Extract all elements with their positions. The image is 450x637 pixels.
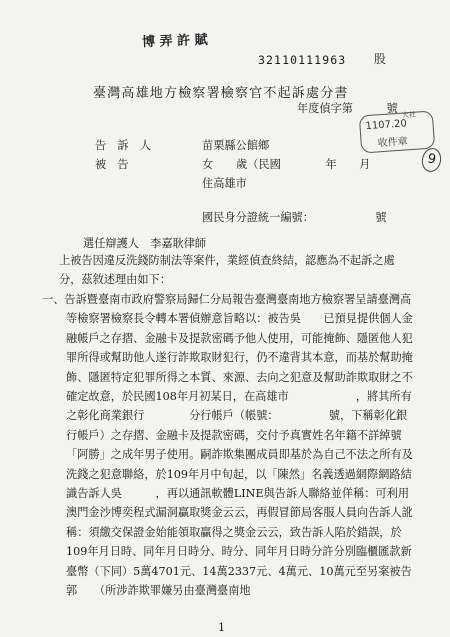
office-title: 臺灣高雄地方檢察署檢察官不起訴處分書 <box>93 86 349 101</box>
intro-paragraph: 上被告因違反洗錢防制法等案件，業經偵查終結，認應為不起訴之處分，茲敘述理由如下： <box>59 254 395 287</box>
complainant-value: 苗栗縣公館鄉 <box>202 139 270 152</box>
id-number-line: 國民身分證統一編號： 號 <box>202 211 387 224</box>
defendant-address: 住高雄市 <box>202 177 247 190</box>
handwritten-note: 博 弄 許 賦 <box>141 32 208 51</box>
page-number: 1 <box>218 621 226 634</box>
defendant-label: 被 告 <box>95 158 129 171</box>
case-number: 年度偵字第 號 <box>297 102 398 115</box>
stamp-date: 1107.20 <box>365 118 408 133</box>
circled-number: 9 <box>420 146 444 173</box>
serial-suffix: 股 <box>374 52 387 66</box>
defendant-gender: 女 <box>202 158 214 171</box>
defendant-birth: 歲（民國 年 月 <box>236 158 371 171</box>
point-one-paragraph: 一、告訴暨臺南市政府警察局歸仁分局報告臺灣臺南地方檢察署呈請臺灣高等檢察署檢察長令轉本署偵辦意旨略以：被告吳 已預見提供個人金融帳戶之存摺、金融卡及提款密碼予他人使用，可能掩飾、隱匿他人犯罪所得或幫助他人遂行詐欺取財犯行，仍不違背其本意，而基於幫助掩飾、隱匿特定犯罪所得之本質、來源、去向之犯意及幫助詐欺取財之不確定故意，於民國108年月初某日，在高雄市 ，將其所有之彰化商業銀行 分行帳戶（帳號： 號，下稱彰化銀行帳戶）之存摺、金融卡及提款密碼，交付予真實姓名年籍不詳綽號「阿勝」之成年男子使用。嗣詐欺集團成員即基於為自己不法之所有及洗錢之犯意聯絡，於109年月中旬起，以「陳然」名義透過網際網路結識告訴人吳 ，再以通訊軟體LINE與告訴人聯絡並佯稱：可利用澳門金沙博奕程式漏洞贏取獎金云云，再假冒節局客服人員向告訴人訛稱：須繳交保證金始能領取贏得之獎金云云，致告訴人陷於錯誤，於109年月日時、同年月日時分、時分、同年月日時分許分別臨櫃匯款新臺幣（下同）5萬4701元、14萬2337元、4萬元、10萬元至另案被告郭 （所涉詐欺罪嫌另由臺灣臺南地 <box>42 293 413 598</box>
stamp-corner: 大社 <box>401 110 417 120</box>
defense-counsel: 選任辯護人 李嘉耿律師 <box>83 237 207 250</box>
serial-number: 32110111963 <box>258 53 347 67</box>
received-stamp <box>359 110 435 153</box>
complainant-label: 告 訴 人 <box>95 139 151 152</box>
stamp-label: 收件章 <box>377 136 409 150</box>
